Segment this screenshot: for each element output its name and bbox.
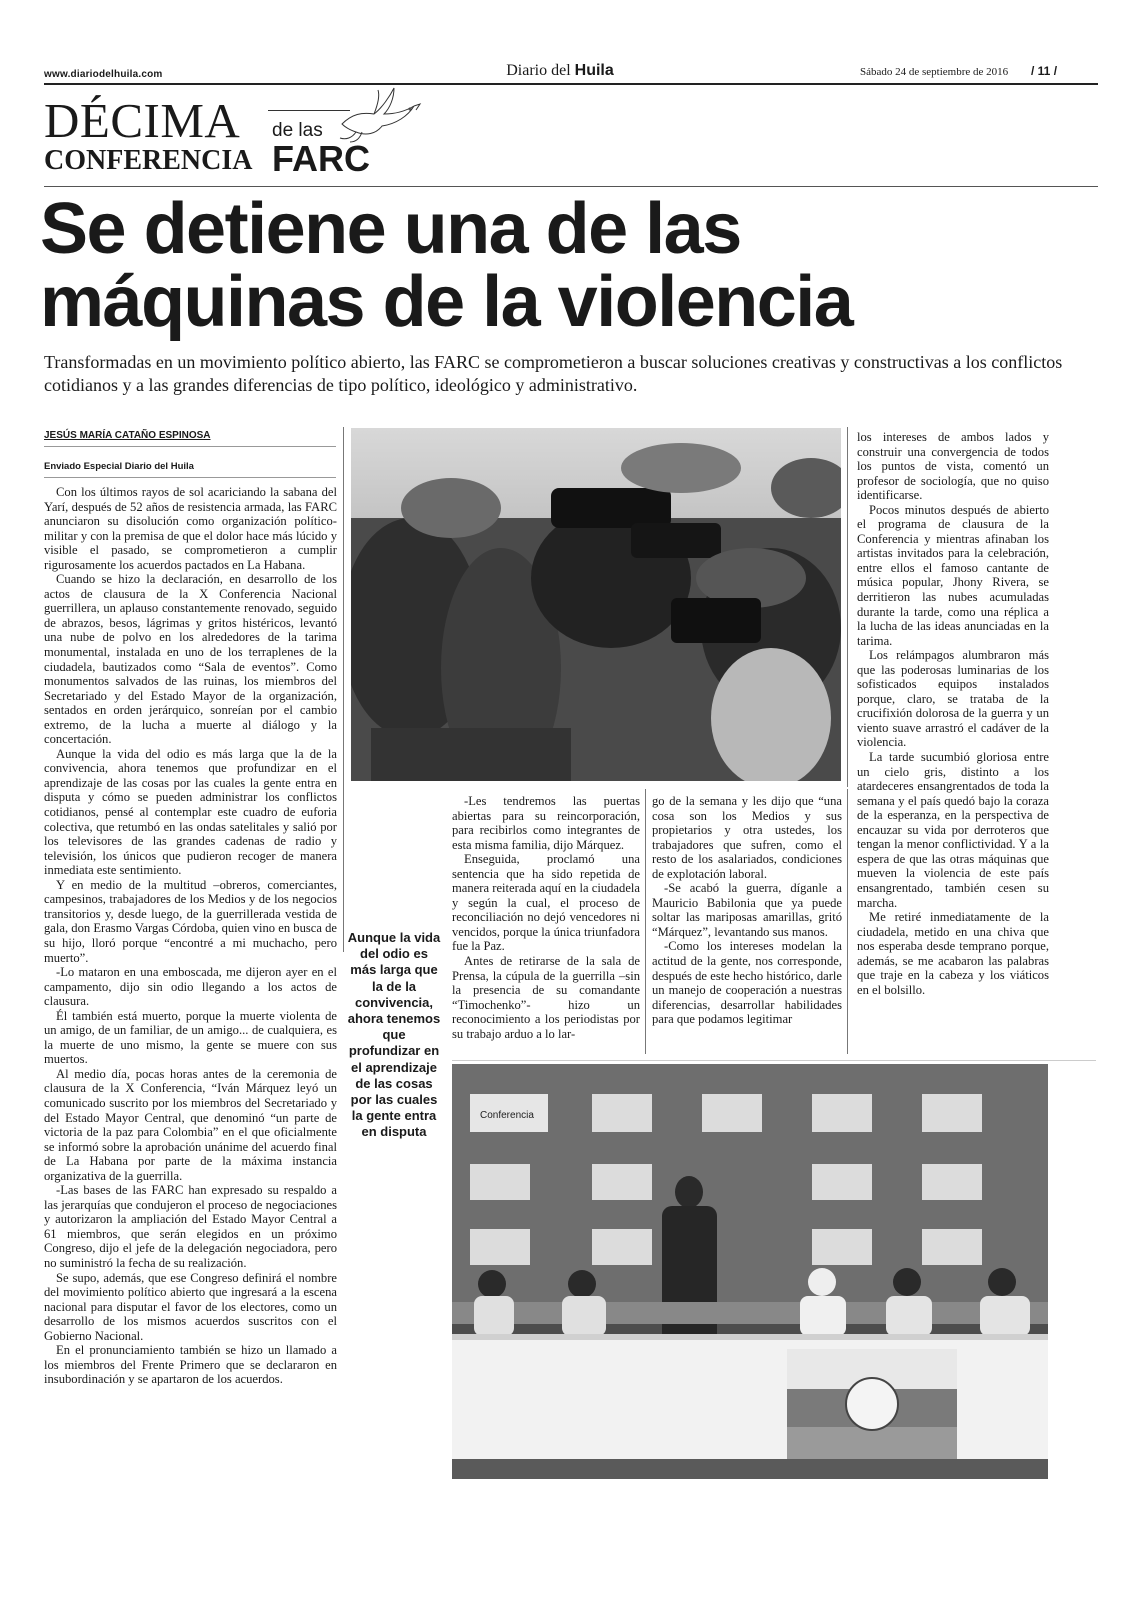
article-column-4 bbox=[857, 430, 1049, 997]
paragraph: Los relámpagos alumbraron más que las poderosas luminarias de los sofisticados equipos instalados porque, claro, se trataba de la crucifixión dolorosa de la guerra y un viento suave arrastró el cadáver de la violencia. bbox=[857, 648, 1049, 750]
byline-role-rule bbox=[44, 477, 336, 478]
press-photo-image bbox=[351, 428, 841, 781]
paragraph: Cuando se hizo la declaración, en desarrollo de los actos de clausura de la X Conferencia Nacional guerrillera, un aplauso constantemente renovado, seguido de abrazos, besos, lágrimas y gritos histéricos, levantó una nube de polvo en los alrededores de la tarima monumental, instalada en uno de los terraplenes de la ciudadela, bautizados como “Sala de eventos”. Como monumentos salvados de las ruinas, los miembros del Secretariado y del Estado Mayor de la organización, sentados en orden jerárquico, sonreían por el cambio extremo, de la lucha a muerte al diálogo y la concertación. bbox=[44, 572, 337, 747]
newspaper-name-bold: Huila bbox=[574, 62, 614, 79]
headline-line-2: máquinas de la violencia bbox=[40, 262, 853, 342]
paragraph: Y en medio de la multitud –obreros, comerciantes, campesinos, trabajadores de los Medios y de los negocios transitorios y, desde luego, de la guerrillerada vestida de gala, don Erasmo Vargas Córdoba, quien vino en busca de su hijo, lloró porque “encontré a mi muchacho, pero muerto”. bbox=[44, 877, 337, 965]
paragraph: Se supo, además, que ese Congreso definirá el nombre del movimiento político abierto que ingresará a la escena nacional para disputar el favor de los electores, como un desarrollo de los mismos acuerdos suscritos con el Gobierno Nacional. bbox=[44, 1270, 337, 1343]
stage-photo-image bbox=[452, 1064, 1048, 1479]
paragraph: Me retiré inmediatamente de la ciudadela, metido en una chiva que nos esperaba desde temprano porque, además, se me acabaron las palabras que traje en la cabeza y los viáticos en el bolsillo. bbox=[857, 910, 1049, 997]
article-column-3 bbox=[652, 794, 842, 1027]
backdrop-label: Conferencia bbox=[480, 1110, 534, 1121]
paragraph: -Se acabó la guerra, díganle a Mauricio Babilonia que ya puede soltar las mariposas amarillas, gritó “Márquez”, levantando sus manos. bbox=[652, 881, 842, 939]
paragraph: En el pronunciamiento también se hizo un llamado a los miembros del Frente Primero que se declararon en insubordinación y se apartaron de los acuerdos. bbox=[44, 1343, 337, 1387]
article-lede: Transformadas en un movimiento político abierto, las FARC se comprometieron a buscar soluciones creativas y constructivas a los conflictos cotidianos y a las grandes diferencias de tipo político, ideológico y administrativo. bbox=[44, 352, 1063, 395]
paragraph: La tarde sucumbió gloriosa entre un cielo gris, distinto a los atardeceres ensangrentados de toda la semana y el país quedó bajo la coraza de la esperanza, en la perspectiva de encauzar su vida por derroteros que tengan la menor conflictividad. Y a la espera de que las otras máquinas que mueven la violencia de este país ensangrentado, también cesen su marcha. bbox=[857, 750, 1049, 910]
column-rule-mid bbox=[645, 789, 646, 1054]
paragraph: Antes de retirarse de la sala de Prensa, la cúpula de la guerrilla –sin la presencia de su comandante “Timochenko”- hizo un reconocimiento a los periodistas por su trabajo arduo a lo lar- bbox=[452, 954, 640, 1041]
stage-photo bbox=[452, 1064, 1048, 1479]
article-column-1 bbox=[44, 485, 337, 1387]
newspaper-name-plain: Diario del bbox=[506, 62, 575, 79]
paragraph: los intereses de ambos lados y construir una convergencia de todos los puntos de vista, comentó un profesor de sociología, que no quiso identificarse. bbox=[857, 430, 1049, 503]
press-photo bbox=[351, 428, 841, 781]
dove-icon bbox=[332, 84, 424, 144]
article-column-2 bbox=[452, 794, 640, 1041]
pull-quote: Aunque la vida del odio es más larga que la de la convivencia, ahora tenemos que profundizar en el aprendizaje de las cosas por las cuales la gente entra en disputa bbox=[347, 930, 441, 1140]
paragraph: -Lo mataron en una emboscada, me dijeron ayer en el campamento, dijo sin odio llegando a los actos de clausura. bbox=[44, 965, 337, 1009]
headline-line-1: Se detiene una de las bbox=[40, 189, 741, 269]
author-role: Enviado Especial Diario del Huila bbox=[44, 461, 194, 472]
paragraph: Él también está muerto, porque la muerte violenta de un amigo, de un familiar, de un amigo... de cualquiera, es la muerte de uno mismo, la gente se muere con sus muertos. bbox=[44, 1008, 337, 1067]
paragraph: Al medio día, pocas horas antes de la ceremonia de clausura de la X Conferencia, “Iván Márquez leyó un comunicado suscrito por los miembros del Secretariado y del Estado Mayor Central, que denominó “un parte de victoria de la paz para Colombia” en el que oficialmente se informó sobre la aprobación unánime del acuerdo final de La Habana por parte de la máxima instancia organizativa de la guerrilla. bbox=[44, 1066, 337, 1183]
section-title-conferencia: CONFERENCIA bbox=[44, 145, 253, 176]
author-name: JESÚS MARÍA CATAÑO ESPINOSA bbox=[44, 430, 211, 441]
paragraph: -Como los intereses modelan la actitud de la gente, nos corresponde, después de este hecho histórico, darle un manejo de cooperación a nuestras diferencias, desarrollar habilidades para que podamos legitimar bbox=[652, 939, 842, 1027]
publication-date: Sábado 24 de septiembre de 2016 bbox=[860, 66, 1009, 78]
section-title-farc: FARC bbox=[272, 138, 370, 179]
newspaper-name bbox=[470, 62, 650, 80]
paragraph: go de la semana y les dijo que “una cosa son los Medios y sus propietarios y otra ustedes, los trabajadores que sufren, como el resto de los asalariados, condiciones de explotación laboral. bbox=[652, 794, 842, 881]
page-number: / 11 / bbox=[1031, 64, 1058, 78]
section-title-decima: DÉCIMA bbox=[44, 93, 241, 148]
paragraph: -Las bases de las FARC han expresado su respaldo a las jerarquías que condujeron el proceso de negociaciones y autorizaron la ampliación del Estado Mayor Central a 61 miembros, que serán elegidos en un próximo Congreso, dijo el jefe de la delegación negociadora, pero no suministró la fecha de su realización. bbox=[44, 1183, 337, 1270]
column-rule-right bbox=[847, 789, 848, 1054]
column-rule-right-top bbox=[847, 427, 848, 787]
section-title-connector: de las bbox=[272, 120, 323, 141]
paragraph: Con los últimos rayos de sol acariciando la sabana del Yarí, después de 52 años de resistencia armada, las FARC anunciaron su disolución como organización político-militar y con la premisa de que el dolor hace más lúcido y visible el pasado, se comprometieron a cumplir rigurosamente los acuerdos pactados en La Habana. bbox=[44, 485, 337, 572]
paragraph: Pocos minutos después de abierto el programa de clausura de la Conferencia y mientras afinaban los artistas invitados para la celebración, entre ellos el famoso cantante de música popular, Jhony Rivera, se derritieron las nubes acumuladas durante la tarde, como una réplica a la lucha de las ideas anunciadas en la tarima. bbox=[857, 502, 1049, 648]
paragraph: -Les tendremos las puertas abiertas para su reincorporación, para recibirlos como integrantes de esta misma familia, dijo Márquez. bbox=[452, 794, 640, 852]
header-rule bbox=[44, 83, 1098, 85]
photo-separator bbox=[452, 1060, 1096, 1061]
paragraph: Enseguida, proclamó una sentencia que ha sido repetida de manera reiterada aquí en la ciudadela y según la cual, el proceso de reconciliación no dejó vencedores ni vencidos, porque la única triunfadora fue la Paz. bbox=[452, 852, 640, 954]
section-rule bbox=[44, 186, 1098, 187]
column-rule-left bbox=[343, 427, 344, 952]
website-url: www.diariodelhuila.com bbox=[44, 69, 163, 80]
byline-rule bbox=[44, 446, 336, 447]
paragraph: Aunque la vida del odio es más larga que la de la convivencia, ahora tenemos que profundizar en el aprendizaje de las cosas por las cuales la gente entra en disputa y cómo se pueden administrar los conflictos cotidianos, pensé al contemplar este cuadro de euforia colectiva, que retumbó en las ondas satelitales y salió por los televisores de las grandes cadenas de radio y televisión, los únicos que pudieron recoger de manera inmediata este sentimiento. bbox=[44, 746, 337, 878]
